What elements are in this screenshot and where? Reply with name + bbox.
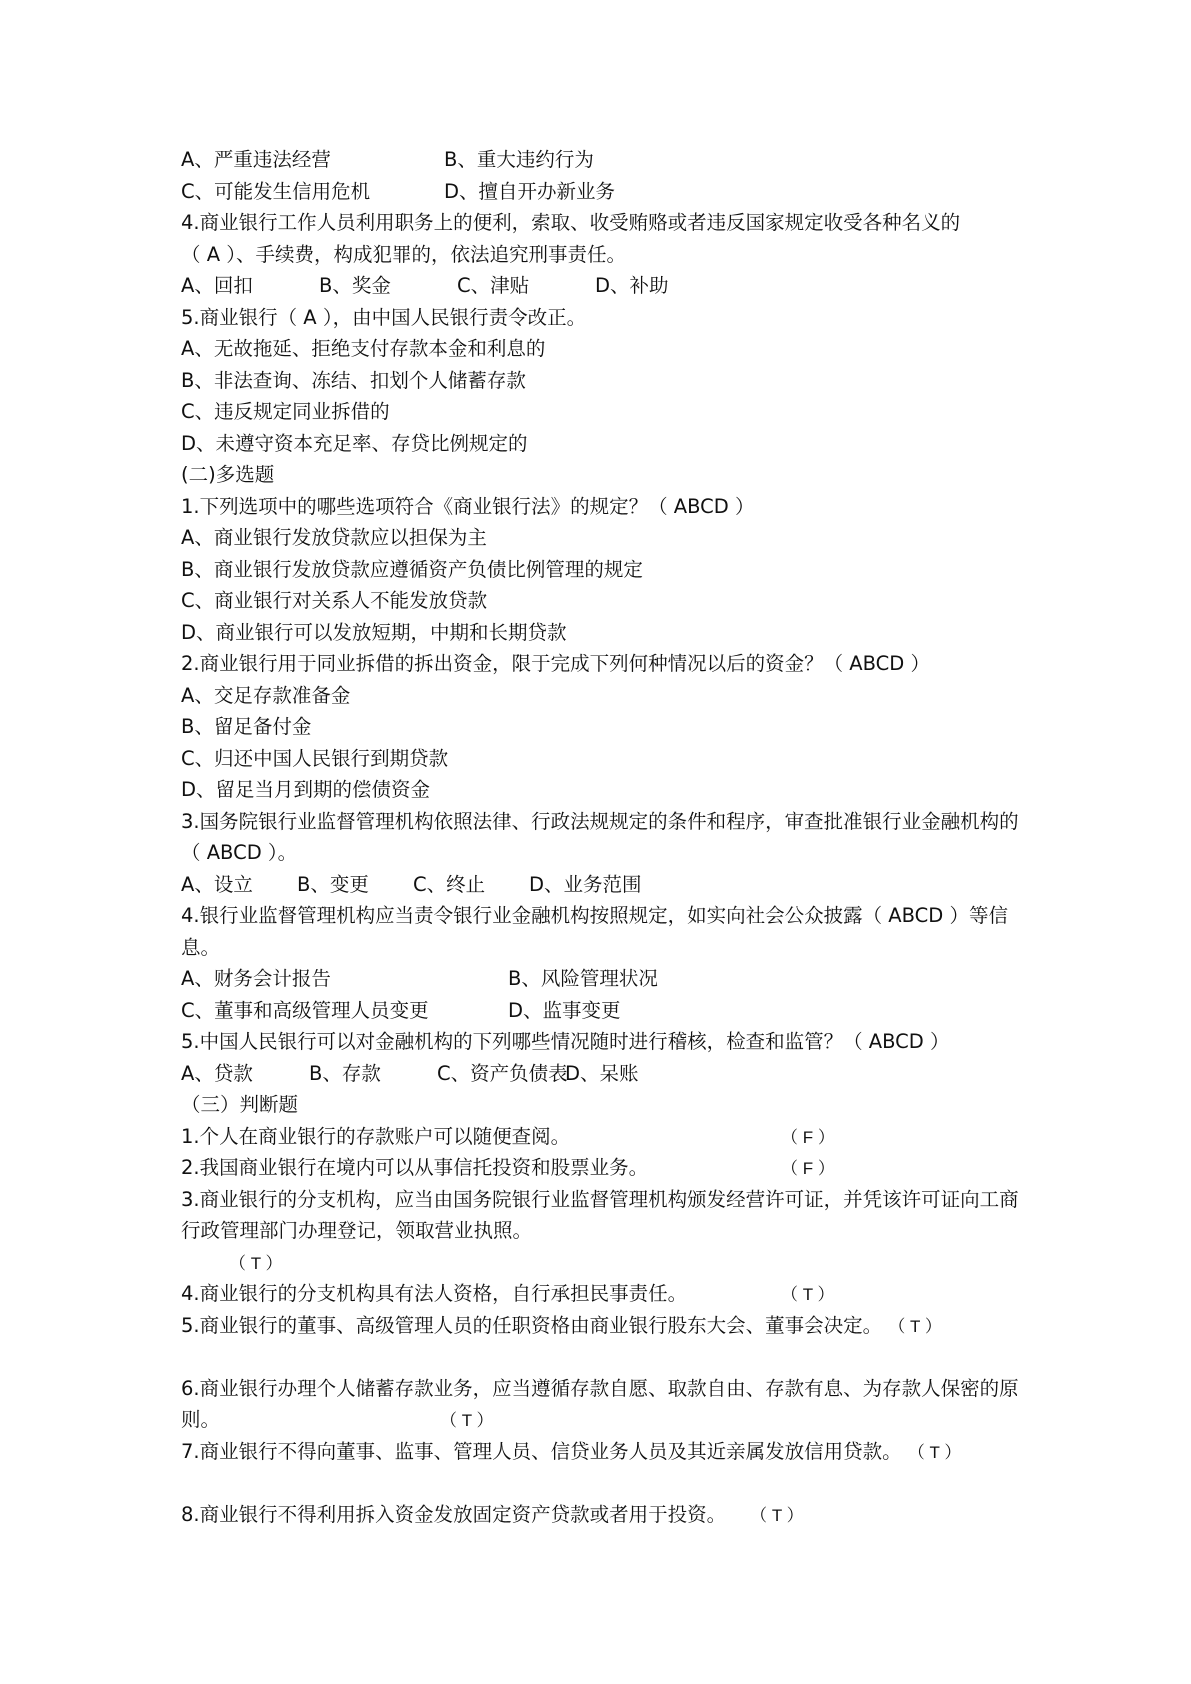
- answer: （ T ）: [907, 1442, 962, 1462]
- option-c: C、终止: [413, 872, 486, 896]
- multi-question-1: 1.下列选项中的哪些选项符合《商业银行法》的规定？（ ABCD ）: [181, 494, 755, 518]
- option-b: B、留足备付金: [181, 715, 312, 738]
- tf-question-1: [181, 1121, 1021, 1153]
- multi-question-3: 3.国务院银行业监督管理机构依照法律、行政法规规定的条件和程序，审查批准银行业金融机构的（ ABCD ）。: [181, 809, 1019, 864]
- tf-question-8: [181, 1499, 1021, 1531]
- tf-question-6: [181, 1373, 1021, 1436]
- q4-options: [181, 270, 1021, 302]
- option-d: D、呆账: [565, 1061, 639, 1085]
- option-a: A、商业银行发放贷款应以担保为主: [181, 526, 487, 549]
- tf-question-7: [181, 1436, 1021, 1499]
- q3-options-row-1: [181, 144, 1021, 176]
- question-4-line-2: （ A ）、手续费，构成犯罪的，依法追究刑事责任。: [181, 242, 626, 266]
- multi-question-5: 5.中国人民银行可以对金融机构的下列哪些情况随时进行稽核，检查和监管？（ ABCD ）: [181, 1030, 950, 1053]
- option-a: A、贷款: [181, 1061, 253, 1085]
- multi-question-4: 4.银行业监督管理机构应当责令银行业金融机构按照规定，如实向社会公众披露（ ABCD ）等信息。: [181, 904, 1009, 959]
- option-c: C、商业银行对关系人不能发放贷款: [181, 589, 488, 612]
- option-c: C、董事和高级管理人员变更: [181, 998, 429, 1022]
- tf-question-5: [181, 1310, 1021, 1373]
- option-a: A、严重违法经营: [181, 148, 331, 171]
- option-a: A、交足存款准备金: [181, 683, 351, 707]
- option-c: C、资产负债表: [437, 1061, 568, 1085]
- m3-options: [181, 869, 1021, 901]
- question-text: 8.商业银行不得利用拆入资金发放固定资产贷款或者用于投资。: [181, 1502, 727, 1526]
- option-d: D、留足当月到期的偿债资金: [181, 778, 431, 801]
- q3-options-row-2: [181, 176, 1021, 208]
- option-c: C、可能发生信用危机: [181, 179, 371, 203]
- question-text: 2.我国商业银行在境内可以从事信托投资和股票业务。: [181, 1156, 649, 1179]
- document-page: [181, 144, 1021, 1530]
- tf-question-3: 3.商业银行的分支机构，应当由国务院银行业监督管理机构颁发经营许可证，并凭该许可证向工商行政管理部门办理登记，领取营业执照。: [181, 1187, 1019, 1242]
- answer: （ T ）: [888, 1316, 942, 1336]
- option-b: B、风险管理状况: [508, 967, 658, 990]
- section-heading-multiple-choice: (二)多选题: [181, 463, 275, 486]
- multi-question-2: 2.商业银行用于同业拆借的拆出资金，限于完成下列何种情况以后的资金？（ ABCD ）: [181, 652, 931, 675]
- answer: （ T ）: [750, 1505, 804, 1525]
- question-text: 5.商业银行的董事、高级管理人员的任职资格由商业银行股东大会、董事会决定。: [181, 1313, 883, 1337]
- option-d: D、擅自开办新业务: [444, 179, 616, 203]
- section-heading-true-false: （三）判断题: [181, 1093, 299, 1116]
- question-text: 7.商业银行不得向董事、监事、管理人员、信贷业务人员及其近亲属发放信用贷款。: [181, 1439, 902, 1463]
- question-text: 1.个人在商业银行的存款账户可以随便查阅。: [181, 1124, 571, 1148]
- answer: （ F ）: [781, 1159, 835, 1178]
- option-d: D、未遵守资本充足率、存贷比例规定的: [181, 431, 528, 455]
- option-b: B、重大违约行为: [444, 148, 594, 171]
- tf-question-4: [181, 1278, 1021, 1310]
- m4-options-row-2: [181, 995, 1021, 1027]
- option-a: A、回扣: [181, 274, 253, 297]
- tf-question-2: [181, 1152, 1021, 1184]
- option-a: A、财务会计报告: [181, 967, 331, 990]
- option-a: A、无故拖延、拒绝支付存款本金和利息的: [181, 337, 546, 360]
- answer: （ T ）: [440, 1411, 494, 1430]
- m4-options-row-1: [181, 963, 1021, 995]
- option-d: D、补助: [595, 274, 669, 297]
- option-a: A、设立: [181, 872, 253, 896]
- option-b: B、商业银行发放贷款应遵循资产负债比例管理的规定: [181, 557, 643, 581]
- option-d: D、监事变更: [508, 998, 621, 1022]
- option-b: B、变更: [297, 872, 369, 896]
- option-c: C、违反规定同业拆借的: [181, 400, 390, 423]
- option-b: B、奖金: [319, 274, 391, 297]
- option-d: D、业务范围: [529, 872, 642, 896]
- question-text: 6.商业银行办理个人储蓄存款业务，应当遵循存款自愿、取款自由、存款有息、为存款人保密的原则。: [181, 1376, 1019, 1431]
- tf-question-3-answer-line: [181, 1247, 1021, 1279]
- option-c: C、归还中国人民银行到期贷款: [181, 746, 449, 770]
- option-b: B、存款: [309, 1061, 381, 1085]
- answer: （ T ）: [781, 1285, 835, 1304]
- question-text: 4.商业银行的分支机构具有法人资格，自行承担民事责任。: [181, 1282, 688, 1305]
- option-b: B、非法查询、冻结、扣划个人储蓄存款: [181, 368, 526, 392]
- answer: （ F ）: [781, 1127, 835, 1147]
- question-5: 5.商业银行（ A ），由中国人民银行责令改正。: [181, 305, 587, 329]
- answer: （ T ）: [229, 1253, 283, 1273]
- question-4-line-1: 4.商业银行工作人员利用职务上的便利，索取、收受贿赂或者违反国家规定收受各种名义的: [181, 211, 961, 234]
- option-c: C、津贴: [457, 274, 530, 297]
- option-d: D、商业银行可以发放短期，中期和长期贷款: [181, 620, 567, 644]
- m5-options: [181, 1058, 1021, 1090]
